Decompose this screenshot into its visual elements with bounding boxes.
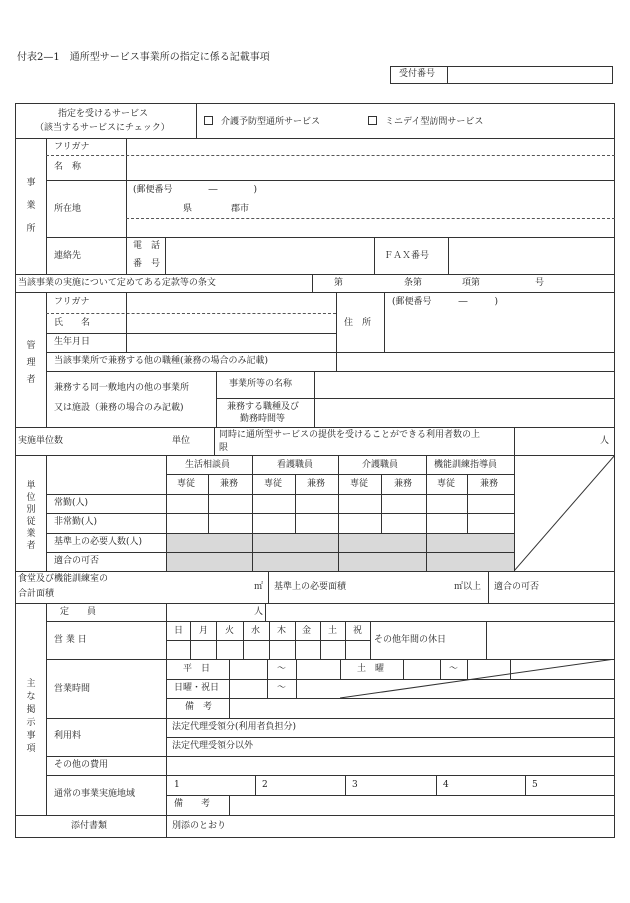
receipt-number-field[interactable] [390,66,613,84]
notice-side-label: 主な掲示事項 [26,679,36,754]
checkbox-icon[interactable] [204,116,213,125]
staff-role-3: 機能訓練指導員 [434,460,498,470]
staff-subhead: 専従 [264,479,283,489]
service-label: 指定を受けるサービス [58,109,149,119]
weekday-tue: 火 [225,626,235,636]
office-postal-code: (郵便番号 ― ) [133,185,258,195]
manager-name-input[interactable] [127,314,335,332]
manager-address-label: 住 所 [344,318,372,328]
dining-min-label: ㎡以上 [454,582,482,592]
area-num-5: 5 [532,780,538,790]
dining-label-2: 合計面積 [18,589,55,599]
manager-furigana-label: フリガナ [54,297,90,307]
staff-role-2: 介護職員 [362,460,399,470]
manager-postal-code: (郵便番号 ― ) [392,297,499,307]
unit-count-label: 実施単位数 [18,436,64,446]
capacity-label: 定 員 [60,607,97,617]
weekday-sun: 日 [174,626,184,636]
manager-other-label-1: 兼務する同一敷地内の他の事業所 [54,383,190,393]
office-address-label: 所在地 [54,204,82,214]
capacity-label-1: 同時に通所型サービスの提供を受けることができる利用者数の上 [219,430,481,440]
tel-label-1: 電 話 [133,241,161,251]
attachment-value: 別添のとおり [172,821,227,831]
area-num-2: 2 [262,780,268,790]
regulation-dai: 第 [334,278,344,288]
weekday-thu: 木 [277,626,287,636]
staff-subhead: 兼務 [307,479,326,489]
manager-other-label-2: 又は施設（兼務の場合のみ記載) [54,403,184,413]
other-cost-label: その他の費用 [54,760,109,770]
hours-remarks-label: 備 考 [185,702,213,712]
staff-role-0: 生活相談員 [185,460,231,470]
manager-role-label-1: 兼務する職種及び [227,402,300,412]
staff-row-conform: 適合の可否 [54,556,100,566]
capacity-unit: 人 [600,436,610,446]
staff-subhead: 兼務 [394,479,413,489]
staff-subhead: 兼務 [220,479,239,489]
office-city-label: 郡市 [231,204,250,214]
attachment-label: 添付書類 [71,821,108,831]
regulation-jo: 条第 [404,278,423,288]
service-area-label: 通常の事業実施地域 [54,789,136,799]
unit-word: 単位 [172,436,191,446]
office-side-label: 事業所 [26,178,36,234]
hours-saturday-label: 土 曜 [357,664,385,674]
staff-subhead: 専従 [350,479,369,489]
office-name-label: 名 称 [54,162,82,172]
hours-sunday-label: 日曜・祝日 [174,683,220,693]
tilde: ～ [277,664,287,674]
weekday-wed: 水 [251,626,261,636]
business-days-label: 営 業 日 [54,635,87,645]
office-furigana-label: フリガナ [54,142,90,152]
business-hours-label: 営業時間 [54,684,91,694]
capacity-label-2: 限 [219,443,229,453]
office-pref-label: 県 [183,204,193,214]
manager-concurrent-label: 当該事業所で兼務する他の職種(兼務の場合のみ記載) [54,356,269,366]
dining-label-1: 食堂及び機能訓練室の [18,574,109,584]
staff-diagonal [514,455,615,571]
fax-input[interactable] [449,238,614,273]
fee-label: 利用料 [54,731,82,741]
dining-area-unit: ㎡ [254,582,264,592]
tel-input[interactable] [166,238,373,273]
weekday-holiday: 祝 [353,626,363,636]
staff-row-required: 基準上の必要人数(人) [54,537,143,547]
office-contact-label: 連絡先 [54,251,82,261]
manager-name-label: 氏 名 [54,318,91,328]
staff-row-fulltime: 常勤(人) [54,498,89,508]
area-remarks-label: 備 考 [174,799,211,809]
manager-dob-label: 生年月日 [54,337,91,347]
receipt-divider [447,66,448,84]
receipt-number-label: 受付番号 [399,69,436,79]
staff-subhead: 専従 [177,479,196,489]
fax-label: ＦＡＸ番号 [384,251,430,261]
area-num-3: 3 [352,780,358,790]
area-num-1: 1 [174,780,180,790]
area-num-4: 4 [443,780,449,790]
other-holidays-label: その他年間の休日 [374,635,447,645]
weekday-sat: 土 [328,626,338,636]
manager-office-name-label: 事業所等の名称 [229,379,293,389]
staff-role-1: 看護職員 [277,460,314,470]
staff-side-label: 単位別従業者 [26,481,36,551]
staff-subhead: 専従 [437,479,456,489]
checkbox-icon[interactable] [368,116,377,125]
fee-legal-proxy-label: 法定代理受領分(利用者負担分) [172,722,297,732]
service-label-note: （該当するサービスにチェック） [35,123,170,133]
capacity-people-unit: 人 [254,607,264,617]
regulation-ko: 項第 [462,278,481,288]
tilde: ～ [277,683,287,693]
fee-other-label: 法定代理受領分以外 [172,741,254,751]
staff-row-parttime: 非常勤(人) [54,517,98,527]
manager-side-label: 管理者 [26,341,36,385]
hours-weekday-label: 平 日 [183,664,211,674]
tel-label-2: 番 号 [133,259,161,269]
office-name-input[interactable] [127,156,614,179]
service-option-1[interactable]: 介護予防型通所サービス [204,116,320,127]
dining-conform-label: 適合の可否 [494,582,540,592]
regulation-label: 当該事業の実施について定めてある定款等の条文 [18,278,216,288]
weekday-fri: 金 [302,626,312,636]
weekday-mon: 月 [199,626,209,636]
regulation-go: 号 [535,278,545,288]
service-option-2[interactable]: ミニデイ型訪問サービス [368,116,483,127]
staff-subhead: 兼務 [480,479,499,489]
manager-role-label-2: 勤務時間等 [240,414,286,424]
dining-required-label: 基準上の必要面積 [274,582,347,592]
tilde: ～ [449,664,459,674]
page-title: 付表2—1 通所型サービス事業所の指定に係る記載事項 [17,52,270,63]
